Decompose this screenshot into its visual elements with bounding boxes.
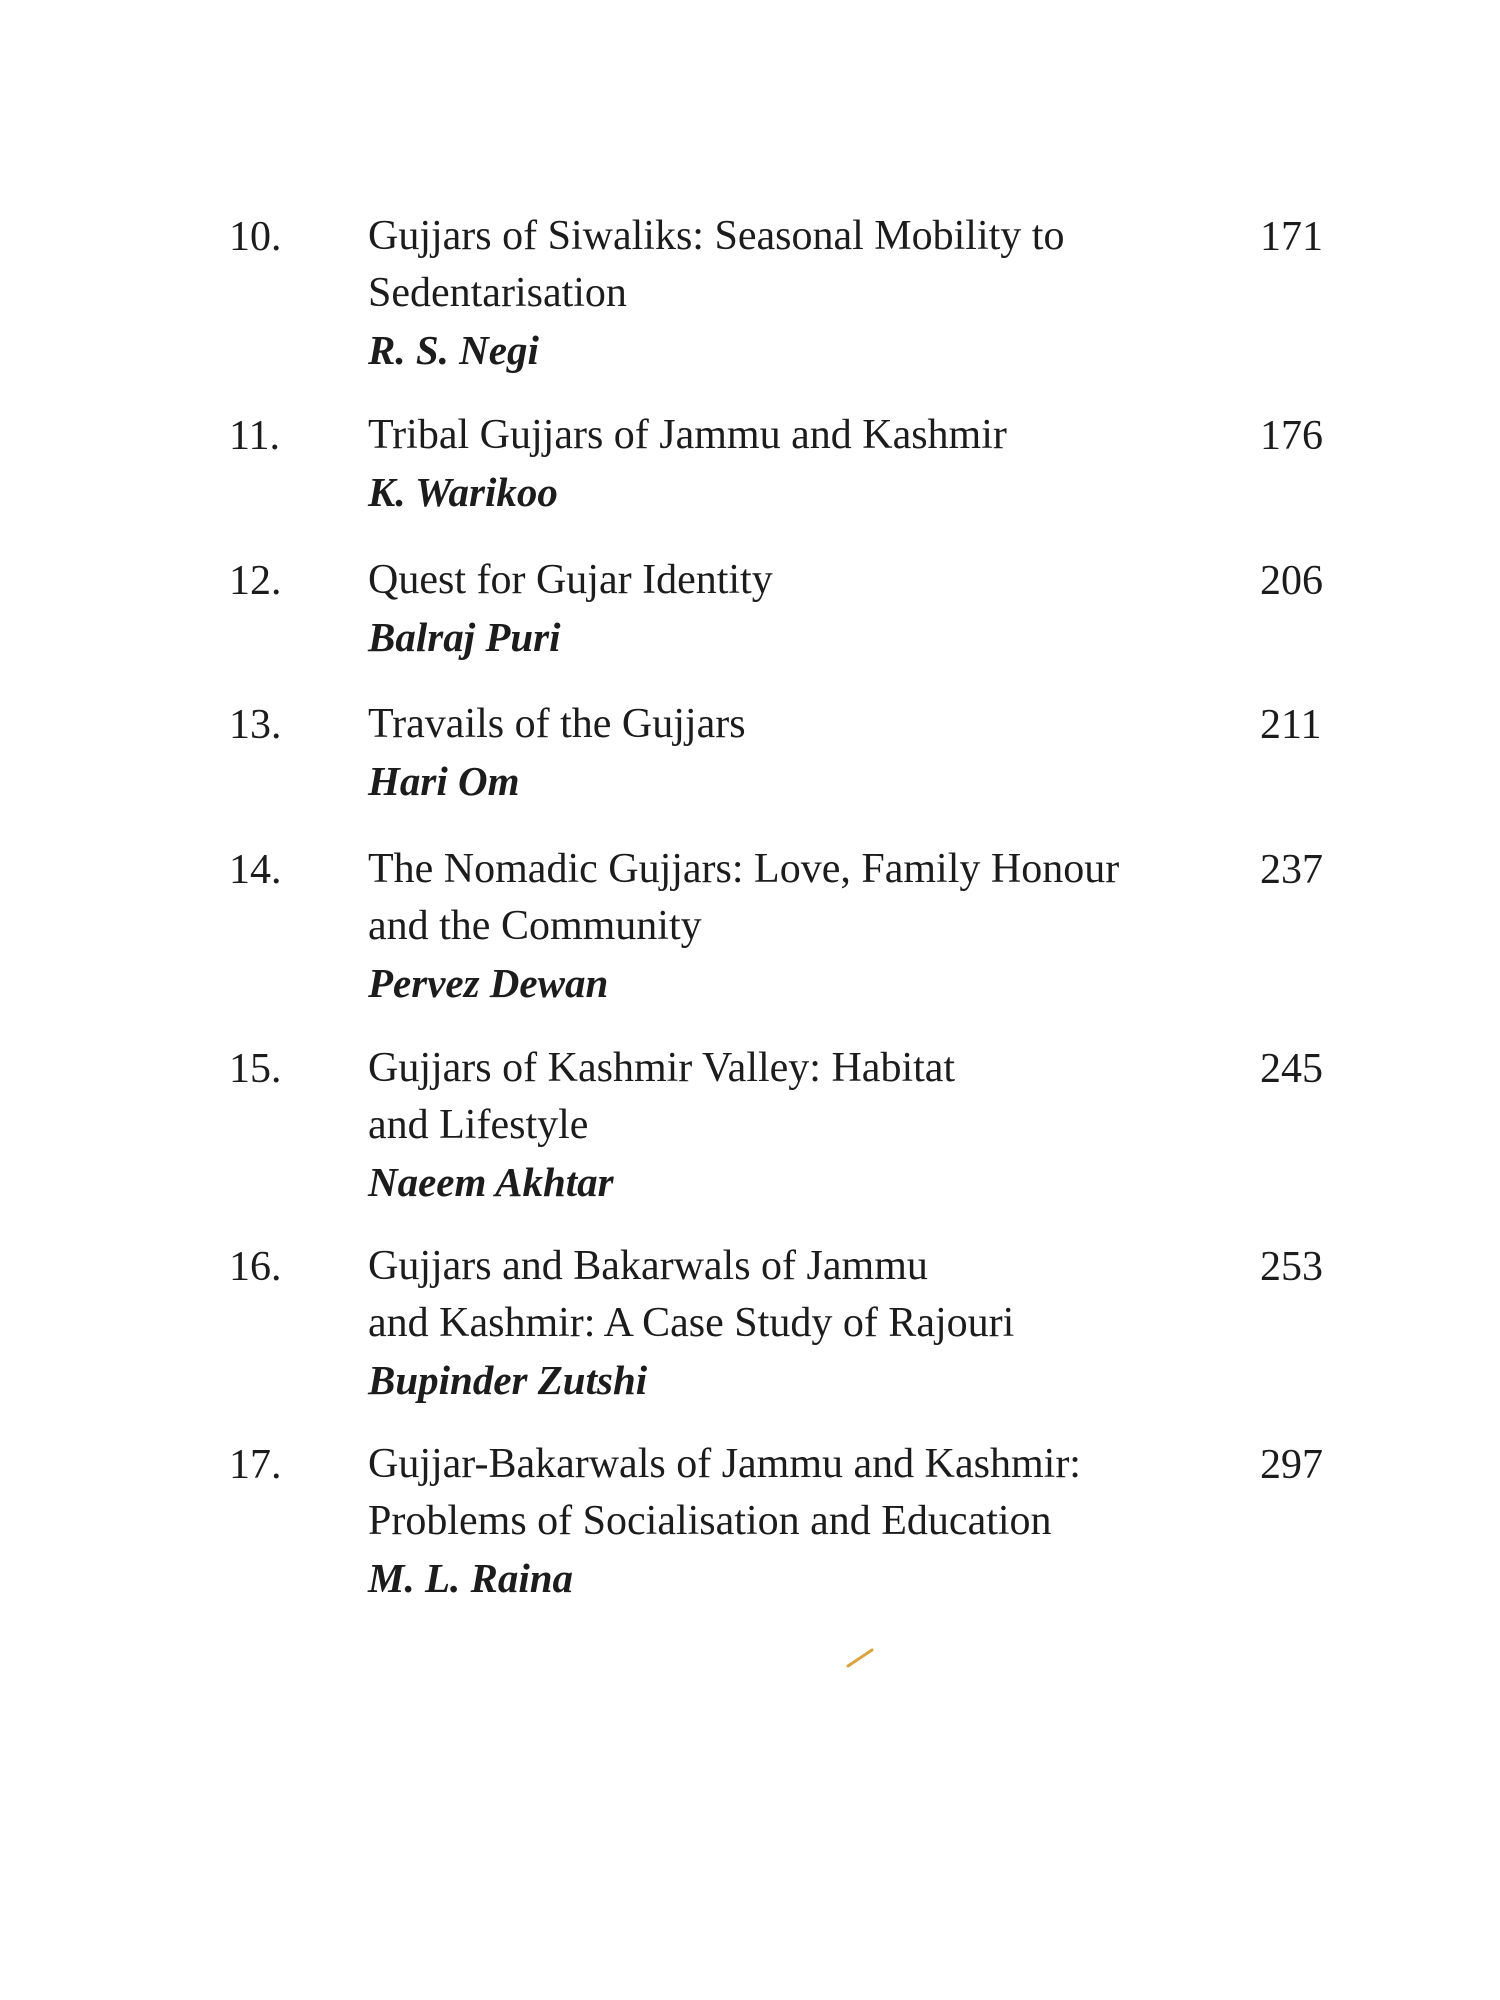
toc-entry-title: Sedentarisation xyxy=(368,270,627,316)
toc-entry-number: 11. xyxy=(229,413,280,459)
toc-entry-body xyxy=(368,841,1208,1012)
toc-entry-author: R. S. Negi xyxy=(368,327,539,373)
toc-entry-title: Problems of Socialisation and Education xyxy=(368,1498,1052,1544)
toc-entry-body xyxy=(368,552,1208,666)
toc-entry-number: 17. xyxy=(229,1442,282,1488)
toc-entry-title: Gujjars of Siwaliks: Seasonal Mobility to xyxy=(368,213,1065,259)
toc-entry-page: 206 xyxy=(1260,558,1323,604)
toc-entry-title: Gujjars and Bakarwals of Jammu xyxy=(368,1243,928,1289)
toc-entry-author: Pervez Dewan xyxy=(368,960,609,1006)
toc-entry-page: 171 xyxy=(1260,214,1323,260)
toc-entry-title: Quest for Gujar Identity xyxy=(368,557,773,603)
toc-entry-body xyxy=(368,696,1208,810)
toc-entry-title: and Kashmir: A Case Study of Rajouri xyxy=(368,1300,1015,1346)
toc-entry-body xyxy=(368,1436,1208,1607)
toc-entry-page: 245 xyxy=(1260,1046,1323,1092)
toc-entry-title: Gujjars of Kashmir Valley: Habitat xyxy=(368,1045,956,1091)
toc-entry-body xyxy=(368,208,1208,379)
toc-entry-number: 10. xyxy=(229,214,282,260)
toc-entry-number: 14. xyxy=(229,847,282,893)
toc-entry-page: 297 xyxy=(1260,1442,1323,1488)
toc-entry-number: 12. xyxy=(229,558,282,604)
toc-entry-body xyxy=(368,407,1208,521)
toc-entry-title: and the Community xyxy=(368,903,702,949)
toc-entry-title: Gujjar-Bakarwals of Jammu and Kashmir: xyxy=(368,1441,1081,1487)
toc-entry-page: 176 xyxy=(1260,413,1323,459)
toc-entry-page: 253 xyxy=(1260,1244,1323,1290)
toc-entry-body xyxy=(368,1238,1208,1409)
toc-entry-number: 13. xyxy=(229,702,282,748)
toc-entry-number: 16. xyxy=(229,1244,282,1290)
toc-entry-author: K. Warikoo xyxy=(368,469,558,515)
toc-entry-author: Balraj Puri xyxy=(368,614,561,660)
toc-entry-title: The Nomadic Gujjars: Love, Family Honour xyxy=(368,846,1120,892)
toc-entry-page: 211 xyxy=(1260,702,1322,748)
toc-entry-author: Naeem Akhtar xyxy=(368,1159,614,1205)
toc-entry-page: 237 xyxy=(1260,847,1323,893)
toc-entry-title: Tribal Gujjars of Jammu and Kashmir xyxy=(368,412,1007,458)
toc-entry-author: Bupinder Zutshi xyxy=(368,1357,648,1403)
toc-entry-number: 15. xyxy=(229,1046,282,1092)
toc-entry-title: Travails of the Gujjars xyxy=(368,701,746,747)
toc-entry-title: and Lifestyle xyxy=(368,1102,589,1148)
toc-entry-body xyxy=(368,1040,1208,1211)
pencil-mark-icon xyxy=(846,1648,874,1668)
toc-entry-author: Hari Om xyxy=(368,758,520,804)
toc-entry-author: M. L. Raina xyxy=(368,1555,574,1601)
